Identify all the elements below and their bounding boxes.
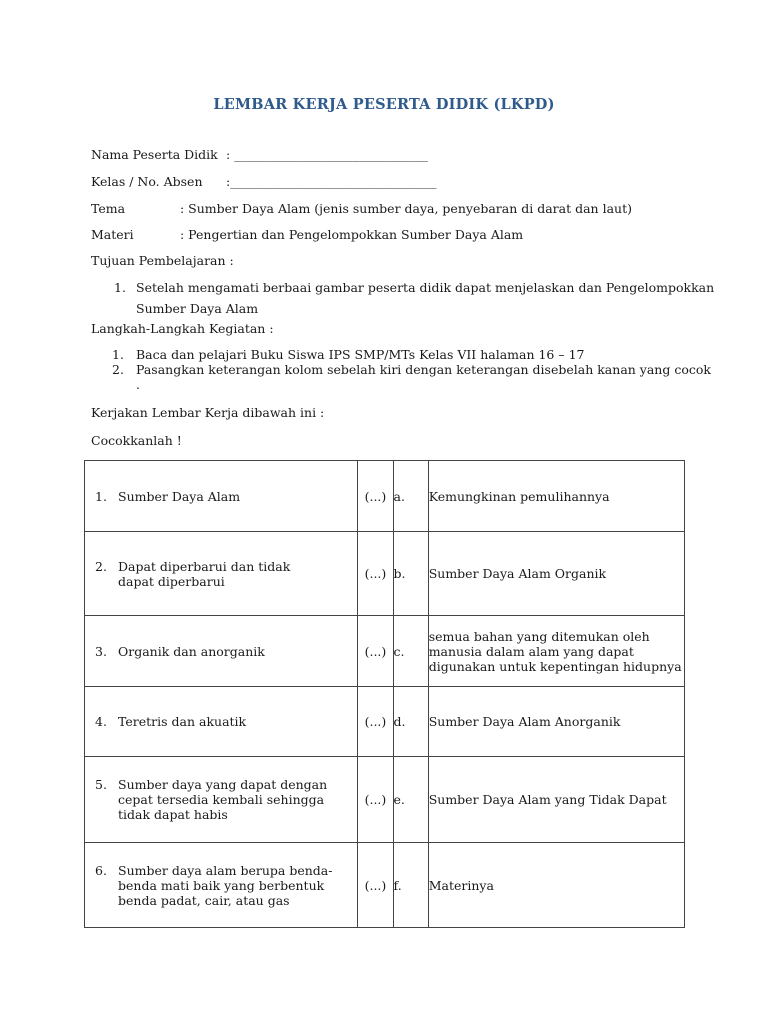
left-item-cell <box>85 843 358 928</box>
langkah-item-number: 1. <box>112 347 124 362</box>
table-row <box>85 532 685 616</box>
tujuan-item-line1: Setelah mengamati berbaai gambar peserta didik dapat menjelaskan dan Pengelompokkan <box>136 280 715 295</box>
langkah-item-text: Baca dan pelajari Buku Siswa IPS SMP/MTs Kelas VII halaman 16 – 17 <box>136 347 585 362</box>
left-item-cell <box>85 757 358 843</box>
table-row <box>85 843 685 928</box>
left-item-text: Sumber Daya Alam <box>118 488 241 504</box>
left-item-cell <box>85 687 358 757</box>
tema-label: Tema <box>91 201 126 216</box>
kelas-label: Kelas / No. Absen <box>91 174 203 189</box>
langkah-heading: Langkah-Langkah Kegiatan : <box>91 321 274 336</box>
nama-label: Nama Peserta Didik <box>91 147 218 162</box>
left-item-number: 5. <box>95 777 107 792</box>
left-item-text: Sumber daya yang dapat dengan cepat tersedia kembali sehingga tidak dapat habis <box>118 777 328 822</box>
cocokkan-heading: Cocokkanlah ! <box>91 433 182 448</box>
langkah-item-text: Pasangkan keterangan kolom sebelah kiri dengan keterangan disebelah kanan yang cocok <box>136 362 711 377</box>
table-row <box>85 461 685 532</box>
left-item-number: 6. <box>95 862 107 878</box>
matching-table <box>84 460 685 928</box>
materi-value: : Pengertian dan Pengelompokkan Sumber Daya Alam <box>180 227 524 242</box>
left-item-number: 2. <box>95 558 107 574</box>
left-item-text: Teretris dan akuatik <box>118 714 247 729</box>
langkah-item-number: 2. <box>112 362 124 377</box>
answer-blank[interactable]: (...) <box>358 461 393 532</box>
tujuan-item-number: 1. <box>114 280 126 295</box>
table-row <box>85 687 685 757</box>
left-item-text: Sumber daya alam berupa benda-benda mati baik yang berbentuk benda padat, cair, atau gas <box>118 862 333 908</box>
langkah-item-continuation: . <box>136 377 140 392</box>
nama-field[interactable]: : _______________________________ <box>226 147 428 162</box>
answer-blank[interactable]: (...) <box>358 757 393 843</box>
kelas-field[interactable]: :_________________________________ <box>226 174 437 189</box>
right-item-letter: c. <box>393 616 428 687</box>
tujuan-item-line2: Sumber Daya Alam <box>136 301 259 316</box>
right-item-letter: f. <box>393 843 428 928</box>
right-item-text: Kemungkinan pemulihannya <box>428 461 684 532</box>
left-item-cell <box>85 532 358 616</box>
right-item-letter: a. <box>393 461 428 532</box>
page-title: LEMBAR KERJA PESERTA DIDIK (LKPD) <box>213 96 555 113</box>
left-item-cell <box>85 616 358 687</box>
left-item-number: 4. <box>95 714 107 729</box>
right-item-letter: d. <box>393 687 428 757</box>
instruction-text: Kerjakan Lembar Kerja dibawah ini : <box>91 405 325 420</box>
left-item-text: Organik dan anorganik <box>118 643 265 659</box>
answer-blank[interactable]: (...) <box>358 616 393 687</box>
right-item-letter: b. <box>393 532 428 616</box>
answer-blank[interactable]: (...) <box>358 843 393 928</box>
left-item-cell <box>85 461 358 532</box>
left-item-text: Dapat diperbarui dan tidak dapat diperbarui <box>118 558 291 589</box>
left-item-number: 1. <box>95 488 107 504</box>
table-row <box>85 757 685 843</box>
left-item-number: 3. <box>95 643 107 659</box>
tema-value: : Sumber Daya Alam (jenis sumber daya, penyebaran di darat dan laut) <box>180 201 632 216</box>
right-item-text: semua bahan yang ditemukan oleh manusia dalam alam yang dapat digunakan untuk kepentingan hidupnya <box>428 616 684 687</box>
right-item-text: Sumber Daya Alam yang Tidak Dapat <box>428 757 684 843</box>
tujuan-heading: Tujuan Pembelajaran : <box>91 253 234 268</box>
right-item-letter: e. <box>393 757 428 843</box>
materi-label: Materi <box>91 227 134 242</box>
table-row <box>85 616 685 687</box>
right-item-text: Sumber Daya Alam Anorganik <box>428 687 684 757</box>
right-item-text: Materinya <box>428 843 684 928</box>
right-item-text: Sumber Daya Alam Organik <box>428 532 684 616</box>
answer-blank[interactable]: (...) <box>358 532 393 616</box>
answer-blank[interactable]: (...) <box>358 687 393 757</box>
